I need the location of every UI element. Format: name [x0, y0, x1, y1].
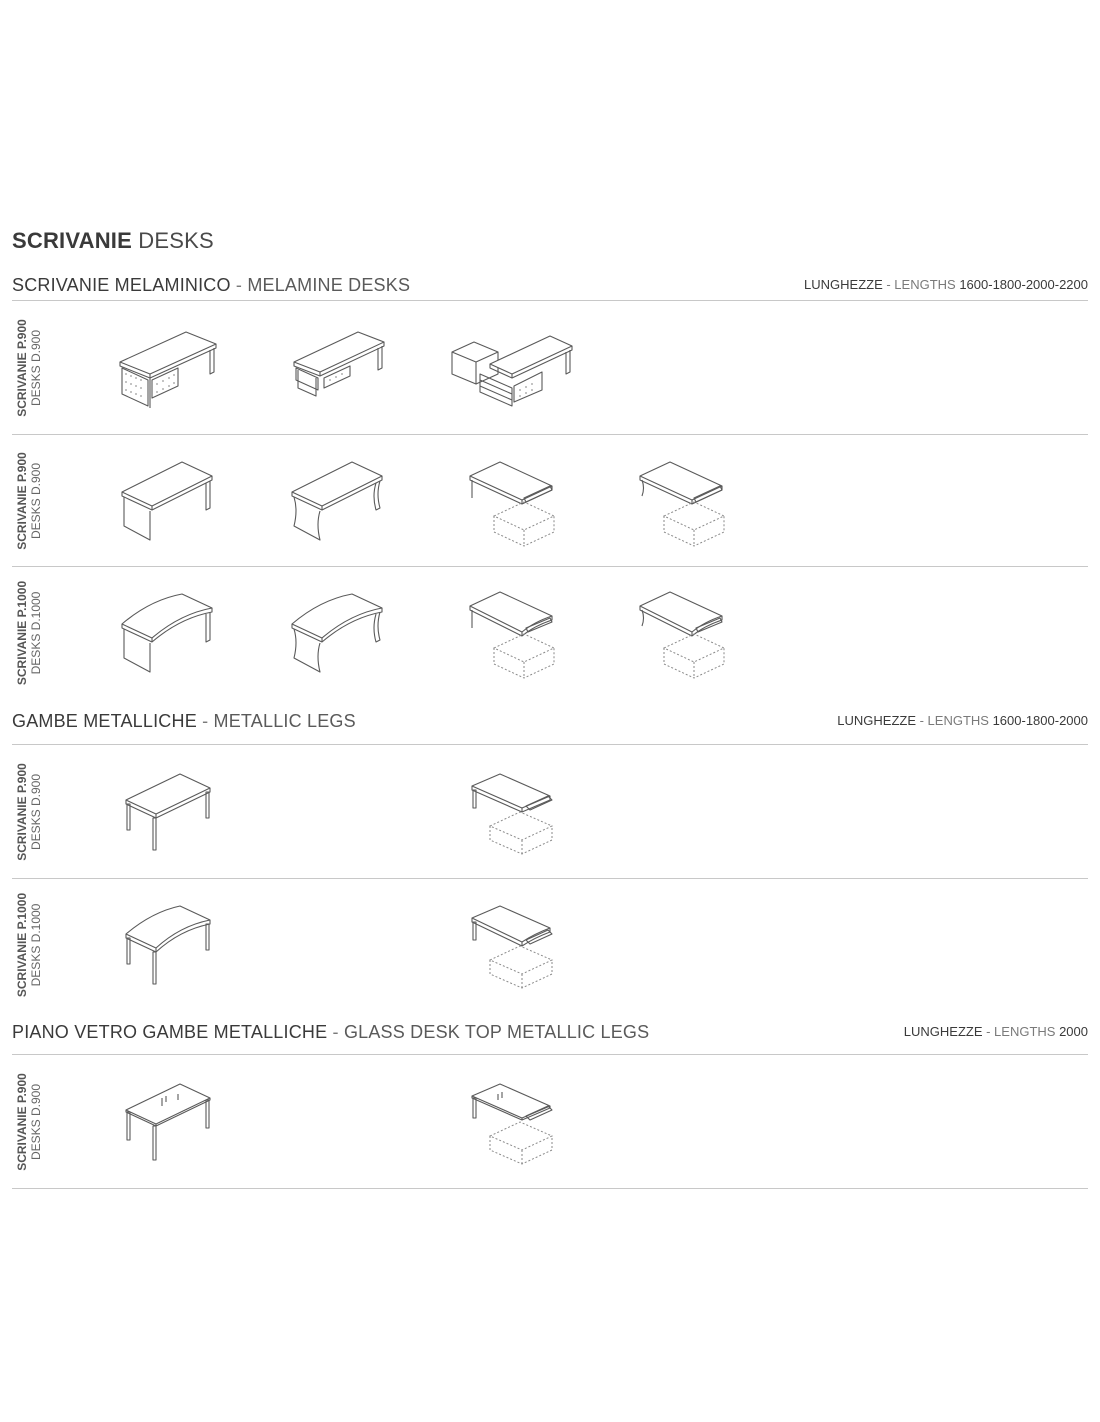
desk-curved-top-illustration [120, 590, 216, 676]
section-divider [12, 744, 1088, 745]
section-title-separator: - [230, 275, 248, 295]
desk-curved-metal-return-illustration [470, 902, 570, 990]
row-label-it: SCRIVANIE P.900 [15, 452, 29, 550]
row-divider [12, 878, 1088, 879]
desk-glass-top-illustration [124, 1082, 214, 1164]
lengths-separator: - LENGTHS [982, 1024, 1060, 1039]
lengths-label: LUNGHEZZE [804, 277, 883, 292]
lengths-separator: - LENGTHS [916, 713, 993, 728]
section-title-en: GLASS DESK TOP METALLIC LEGS [343, 1022, 650, 1042]
section-title [12, 275, 410, 296]
section-title-en: METALLIC LEGS [213, 711, 356, 731]
lengths-label: LUNGHEZZE [837, 713, 916, 728]
section-title-separator: - [196, 711, 214, 731]
lengths-values: 1600-1800-2000-2200 [959, 277, 1088, 292]
section-title [12, 711, 356, 732]
row-label [12, 568, 46, 698]
row-divider [12, 434, 1088, 435]
desk-shaped-panel-legs-illustration [290, 460, 386, 544]
section-header-melamine [12, 270, 1088, 300]
section-header-glass-top [12, 1017, 1088, 1047]
desk-row [12, 880, 1088, 1010]
desk-melamine-perforated-illustration [118, 330, 218, 410]
desk-metal-legs-return-illustration [470, 770, 570, 856]
lengths-separator: - LENGTHS [882, 277, 960, 292]
lengths-values: 2000 [1059, 1024, 1088, 1039]
desk-row [12, 746, 1088, 878]
desk-curved-return-shaped-illustration [638, 588, 738, 680]
row-label-it: SCRIVANIE P.900 [15, 319, 29, 417]
section-divider [12, 300, 1088, 301]
row-label-it: SCRIVANIE P.1000 [15, 892, 29, 998]
row-label [12, 880, 46, 1010]
row-label-en: DESKS D.900 [29, 773, 43, 851]
desk-row [12, 436, 1088, 566]
row-label-en: DESKS D.900 [29, 1083, 43, 1161]
row-label-it: SCRIVANIE P.900 [15, 1073, 29, 1171]
page-title [12, 228, 214, 254]
desk-row [12, 1056, 1088, 1188]
row-label-en: DESKS D.900 [29, 462, 43, 540]
lengths-label: LUNGHEZZE [903, 1024, 983, 1039]
desk-melamine-with-credenza-illustration [450, 330, 575, 410]
row-label-en: DESKS D.900 [29, 329, 43, 407]
lengths-values: 1600-1800-2000 [992, 713, 1088, 728]
row-label-en: DESKS D.1000 [29, 591, 43, 675]
desk-row [12, 302, 1088, 434]
row-label [12, 302, 46, 434]
row-label [12, 436, 46, 566]
desk-curved-shaped-legs-illustration [290, 590, 386, 676]
page-title-light: DESKS [138, 228, 214, 253]
desk-panel-legs-illustration [120, 460, 216, 544]
page-title-bold: SCRIVANIE [12, 228, 132, 253]
row-label-it: SCRIVANIE P.1000 [15, 580, 29, 686]
section-lengths [904, 1024, 1088, 1039]
desk-melamine-metal-frame-illustration [288, 330, 388, 400]
row-label [12, 1056, 46, 1188]
section-title-it: SCRIVANIE MELAMINICO [12, 275, 231, 295]
desk-return-shaped-illustration [638, 458, 738, 548]
section-divider [12, 1054, 1088, 1055]
row-label-it: SCRIVANIE P.900 [15, 763, 29, 861]
desk-return-panel-illustration [468, 458, 568, 548]
section-header-metallic-legs [12, 706, 1088, 736]
row-divider [12, 1188, 1088, 1189]
section-lengths [804, 277, 1088, 292]
desk-curved-metal-legs-illustration [124, 904, 214, 988]
section-title-en: MELAMINE DESKS [247, 275, 411, 295]
row-divider [12, 566, 1088, 567]
section-lengths [837, 713, 1088, 728]
section-title-it: PIANO VETRO GAMBE METALLICHE [12, 1022, 328, 1042]
desk-glass-top-return-illustration [470, 1080, 570, 1166]
desk-metal-legs-illustration [124, 772, 214, 854]
section-title-it: GAMBE METALLICHE [12, 711, 197, 731]
row-label-en: DESKS D.1000 [29, 903, 43, 987]
section-title-separator: - [327, 1022, 344, 1042]
desk-curved-return-illustration [468, 588, 568, 680]
section-title [12, 1022, 649, 1043]
row-label [12, 746, 46, 878]
desk-row [12, 568, 1088, 698]
